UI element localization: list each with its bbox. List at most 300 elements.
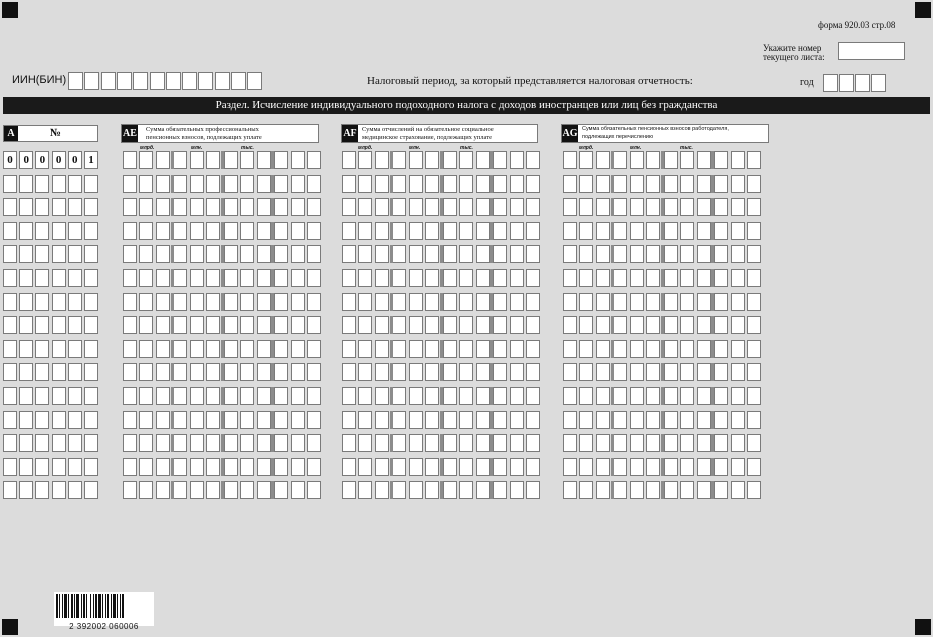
ag-digit-field[interactable] xyxy=(563,293,577,311)
af-digit-field[interactable] xyxy=(476,175,490,193)
af-digit-field[interactable] xyxy=(493,316,507,334)
ae-digit-field[interactable] xyxy=(257,387,271,405)
ae-digit-field[interactable] xyxy=(123,481,137,499)
af-digit-field[interactable] xyxy=(459,151,473,169)
ae-digit-field[interactable] xyxy=(156,245,170,263)
row-number-digit-field[interactable] xyxy=(84,434,98,452)
ae-digit-field[interactable] xyxy=(139,316,153,334)
ae-digit-field[interactable] xyxy=(274,481,288,499)
row-number-digit-field[interactable] xyxy=(68,363,82,381)
ag-digit-field[interactable] xyxy=(613,387,627,405)
row-number-digit-field[interactable] xyxy=(35,458,49,476)
ag-digit-field[interactable] xyxy=(664,434,678,452)
ae-digit-field[interactable] xyxy=(156,293,170,311)
row-number-digit-field[interactable] xyxy=(68,245,82,263)
ag-digit-field[interactable] xyxy=(664,411,678,429)
ae-digit-field[interactable] xyxy=(274,175,288,193)
af-digit-field[interactable] xyxy=(476,245,490,263)
ag-digit-field[interactable] xyxy=(630,245,644,263)
ag-digit-field[interactable] xyxy=(664,151,678,169)
af-digit-field[interactable] xyxy=(443,340,457,358)
row-number-digit-field[interactable] xyxy=(35,387,49,405)
iin-digit-field[interactable] xyxy=(117,72,132,90)
ae-digit-field[interactable] xyxy=(139,245,153,263)
ag-digit-field[interactable] xyxy=(680,458,694,476)
af-digit-field[interactable] xyxy=(375,222,389,240)
row-number-digit-field[interactable]: 0 xyxy=(3,151,17,169)
ag-digit-field[interactable] xyxy=(664,222,678,240)
af-digit-field[interactable] xyxy=(443,269,457,287)
af-digit-field[interactable] xyxy=(342,340,356,358)
ae-digit-field[interactable] xyxy=(206,340,220,358)
row-number-digit-field[interactable] xyxy=(19,245,33,263)
row-number-digit-field[interactable] xyxy=(84,340,98,358)
year-digit-field[interactable] xyxy=(839,74,854,92)
ag-digit-field[interactable] xyxy=(563,458,577,476)
ag-digit-field[interactable] xyxy=(731,151,745,169)
af-digit-field[interactable] xyxy=(493,245,507,263)
af-digit-field[interactable] xyxy=(493,481,507,499)
year-digit-field[interactable] xyxy=(823,74,838,92)
ae-digit-field[interactable] xyxy=(257,458,271,476)
ae-digit-field[interactable] xyxy=(274,222,288,240)
af-digit-field[interactable] xyxy=(358,316,372,334)
ae-digit-field[interactable] xyxy=(291,387,305,405)
ae-digit-field[interactable] xyxy=(240,198,254,216)
af-digit-field[interactable] xyxy=(493,175,507,193)
af-digit-field[interactable] xyxy=(425,434,439,452)
row-number-digit-field[interactable] xyxy=(35,293,49,311)
ag-digit-field[interactable] xyxy=(563,175,577,193)
ag-digit-field[interactable] xyxy=(731,387,745,405)
row-number-digit-field[interactable] xyxy=(52,458,66,476)
af-digit-field[interactable] xyxy=(409,481,423,499)
ag-digit-field[interactable] xyxy=(596,481,610,499)
ae-digit-field[interactable] xyxy=(291,481,305,499)
ag-digit-field[interactable] xyxy=(714,434,728,452)
ag-digit-field[interactable] xyxy=(747,151,761,169)
af-digit-field[interactable] xyxy=(342,151,356,169)
af-digit-field[interactable] xyxy=(392,363,406,381)
ae-digit-field[interactable] xyxy=(307,387,321,405)
af-digit-field[interactable] xyxy=(425,198,439,216)
af-digit-field[interactable] xyxy=(425,340,439,358)
af-digit-field[interactable] xyxy=(526,175,540,193)
af-digit-field[interactable] xyxy=(510,175,524,193)
ag-digit-field[interactable] xyxy=(613,175,627,193)
ae-digit-field[interactable] xyxy=(156,363,170,381)
ag-digit-field[interactable] xyxy=(630,293,644,311)
af-digit-field[interactable] xyxy=(443,293,457,311)
af-digit-field[interactable] xyxy=(342,245,356,263)
ag-digit-field[interactable] xyxy=(664,458,678,476)
iin-digit-field[interactable] xyxy=(150,72,165,90)
ae-digit-field[interactable] xyxy=(156,269,170,287)
ag-digit-field[interactable] xyxy=(697,222,711,240)
row-number-digit-field[interactable] xyxy=(84,458,98,476)
ag-digit-field[interactable] xyxy=(714,316,728,334)
ae-digit-field[interactable] xyxy=(291,293,305,311)
row-number-digit-field[interactable] xyxy=(35,434,49,452)
ae-digit-field[interactable] xyxy=(190,363,204,381)
af-digit-field[interactable] xyxy=(443,222,457,240)
ae-digit-field[interactable] xyxy=(139,293,153,311)
ae-digit-field[interactable] xyxy=(156,316,170,334)
af-digit-field[interactable] xyxy=(443,411,457,429)
ae-digit-field[interactable] xyxy=(291,316,305,334)
row-number-digit-field[interactable] xyxy=(68,411,82,429)
af-digit-field[interactable] xyxy=(526,269,540,287)
row-number-digit-field[interactable] xyxy=(52,175,66,193)
ag-digit-field[interactable] xyxy=(731,340,745,358)
af-digit-field[interactable] xyxy=(425,293,439,311)
row-number-digit-field[interactable] xyxy=(84,481,98,499)
af-digit-field[interactable] xyxy=(425,481,439,499)
ag-digit-field[interactable] xyxy=(697,434,711,452)
af-digit-field[interactable] xyxy=(510,222,524,240)
ag-digit-field[interactable] xyxy=(646,198,660,216)
ag-digit-field[interactable] xyxy=(680,411,694,429)
ae-digit-field[interactable] xyxy=(156,387,170,405)
ae-digit-field[interactable] xyxy=(224,340,238,358)
ag-digit-field[interactable] xyxy=(731,269,745,287)
af-digit-field[interactable] xyxy=(443,151,457,169)
af-digit-field[interactable] xyxy=(409,411,423,429)
row-number-digit-field[interactable] xyxy=(84,387,98,405)
ag-digit-field[interactable] xyxy=(731,316,745,334)
ag-digit-field[interactable] xyxy=(613,363,627,381)
ag-digit-field[interactable] xyxy=(731,481,745,499)
ae-digit-field[interactable] xyxy=(240,222,254,240)
af-digit-field[interactable] xyxy=(392,151,406,169)
ag-digit-field[interactable] xyxy=(596,222,610,240)
row-number-digit-field[interactable] xyxy=(68,481,82,499)
ag-digit-field[interactable] xyxy=(697,269,711,287)
af-digit-field[interactable] xyxy=(459,245,473,263)
ae-digit-field[interactable] xyxy=(274,363,288,381)
ae-digit-field[interactable] xyxy=(139,269,153,287)
ag-digit-field[interactable] xyxy=(630,340,644,358)
row-number-digit-field[interactable] xyxy=(84,411,98,429)
iin-digit-field[interactable] xyxy=(68,72,83,90)
af-digit-field[interactable] xyxy=(459,198,473,216)
ag-digit-field[interactable] xyxy=(563,481,577,499)
af-digit-field[interactable] xyxy=(526,245,540,263)
row-number-digit-field[interactable] xyxy=(3,269,17,287)
af-digit-field[interactable] xyxy=(358,245,372,263)
af-digit-field[interactable] xyxy=(342,175,356,193)
row-number-digit-field[interactable] xyxy=(84,245,98,263)
year-digit-field[interactable] xyxy=(855,74,870,92)
ae-digit-field[interactable] xyxy=(173,387,187,405)
ae-digit-field[interactable] xyxy=(190,293,204,311)
ag-digit-field[interactable] xyxy=(646,245,660,263)
ag-digit-field[interactable] xyxy=(747,175,761,193)
row-number-digit-field[interactable] xyxy=(52,198,66,216)
ae-digit-field[interactable] xyxy=(274,316,288,334)
af-digit-field[interactable] xyxy=(375,481,389,499)
ae-digit-field[interactable] xyxy=(173,245,187,263)
ae-digit-field[interactable] xyxy=(224,151,238,169)
ag-digit-field[interactable] xyxy=(613,411,627,429)
ag-digit-field[interactable] xyxy=(613,293,627,311)
ag-digit-field[interactable] xyxy=(697,151,711,169)
af-digit-field[interactable] xyxy=(375,293,389,311)
ag-digit-field[interactable] xyxy=(613,269,627,287)
af-digit-field[interactable] xyxy=(526,316,540,334)
ae-digit-field[interactable] xyxy=(257,316,271,334)
ag-digit-field[interactable] xyxy=(646,316,660,334)
ae-digit-field[interactable] xyxy=(291,245,305,263)
ae-digit-field[interactable] xyxy=(257,363,271,381)
af-digit-field[interactable] xyxy=(510,481,524,499)
ae-digit-field[interactable] xyxy=(123,434,137,452)
ae-digit-field[interactable] xyxy=(206,245,220,263)
ae-digit-field[interactable] xyxy=(240,269,254,287)
iin-digit-field[interactable] xyxy=(166,72,181,90)
ae-digit-field[interactable] xyxy=(274,293,288,311)
row-number-digit-field[interactable] xyxy=(52,481,66,499)
ae-digit-field[interactable] xyxy=(224,316,238,334)
row-number-digit-field[interactable] xyxy=(3,363,17,381)
ag-digit-field[interactable] xyxy=(563,363,577,381)
af-digit-field[interactable] xyxy=(526,293,540,311)
ae-digit-field[interactable] xyxy=(139,363,153,381)
ag-digit-field[interactable] xyxy=(596,269,610,287)
af-digit-field[interactable] xyxy=(425,387,439,405)
ag-digit-field[interactable] xyxy=(697,363,711,381)
af-digit-field[interactable] xyxy=(493,387,507,405)
ag-digit-field[interactable] xyxy=(563,316,577,334)
ae-digit-field[interactable] xyxy=(206,481,220,499)
row-number-digit-field[interactable] xyxy=(84,316,98,334)
ag-digit-field[interactable] xyxy=(747,411,761,429)
af-digit-field[interactable] xyxy=(476,198,490,216)
ag-digit-field[interactable] xyxy=(563,151,577,169)
ag-digit-field[interactable] xyxy=(563,340,577,358)
row-number-digit-field[interactable] xyxy=(3,458,17,476)
af-digit-field[interactable] xyxy=(493,222,507,240)
af-digit-field[interactable] xyxy=(443,434,457,452)
ag-digit-field[interactable] xyxy=(664,293,678,311)
ag-digit-field[interactable] xyxy=(596,434,610,452)
ae-digit-field[interactable] xyxy=(139,458,153,476)
ae-digit-field[interactable] xyxy=(190,411,204,429)
af-digit-field[interactable] xyxy=(425,363,439,381)
ae-digit-field[interactable] xyxy=(190,387,204,405)
af-digit-field[interactable] xyxy=(510,245,524,263)
row-number-digit-field[interactable] xyxy=(84,269,98,287)
af-digit-field[interactable] xyxy=(425,222,439,240)
row-number-digit-field[interactable] xyxy=(84,222,98,240)
ag-digit-field[interactable] xyxy=(680,269,694,287)
row-number-digit-field[interactable] xyxy=(68,222,82,240)
af-digit-field[interactable] xyxy=(358,198,372,216)
ae-digit-field[interactable] xyxy=(139,481,153,499)
ag-digit-field[interactable] xyxy=(697,293,711,311)
ag-digit-field[interactable] xyxy=(563,434,577,452)
ag-digit-field[interactable] xyxy=(747,481,761,499)
ae-digit-field[interactable] xyxy=(123,222,137,240)
ae-digit-field[interactable] xyxy=(224,175,238,193)
ae-digit-field[interactable] xyxy=(156,198,170,216)
row-number-digit-field[interactable] xyxy=(84,363,98,381)
ag-digit-field[interactable] xyxy=(579,198,593,216)
row-number-digit-field[interactable] xyxy=(84,175,98,193)
af-digit-field[interactable] xyxy=(476,387,490,405)
ae-digit-field[interactable] xyxy=(291,411,305,429)
af-digit-field[interactable] xyxy=(409,222,423,240)
ag-digit-field[interactable] xyxy=(646,293,660,311)
ag-digit-field[interactable] xyxy=(697,316,711,334)
af-digit-field[interactable] xyxy=(409,269,423,287)
ag-digit-field[interactable] xyxy=(563,198,577,216)
ag-digit-field[interactable] xyxy=(664,481,678,499)
ag-digit-field[interactable] xyxy=(630,222,644,240)
af-digit-field[interactable] xyxy=(409,293,423,311)
row-number-digit-field[interactable] xyxy=(19,269,33,287)
af-digit-field[interactable] xyxy=(342,387,356,405)
ag-digit-field[interactable] xyxy=(630,481,644,499)
ae-digit-field[interactable] xyxy=(190,481,204,499)
ae-digit-field[interactable] xyxy=(123,340,137,358)
row-number-digit-field[interactable] xyxy=(52,269,66,287)
af-digit-field[interactable] xyxy=(476,293,490,311)
row-number-digit-field[interactable]: 0 xyxy=(68,151,82,169)
af-digit-field[interactable] xyxy=(476,411,490,429)
ag-digit-field[interactable] xyxy=(596,151,610,169)
ag-digit-field[interactable] xyxy=(697,481,711,499)
iin-digit-field[interactable] xyxy=(101,72,116,90)
af-digit-field[interactable] xyxy=(409,458,423,476)
ag-digit-field[interactable] xyxy=(563,411,577,429)
ag-digit-field[interactable] xyxy=(697,175,711,193)
af-digit-field[interactable] xyxy=(342,434,356,452)
af-digit-field[interactable] xyxy=(392,316,406,334)
ae-digit-field[interactable] xyxy=(156,340,170,358)
ae-digit-field[interactable] xyxy=(190,222,204,240)
af-digit-field[interactable] xyxy=(392,198,406,216)
ae-digit-field[interactable] xyxy=(240,363,254,381)
ae-digit-field[interactable] xyxy=(156,458,170,476)
ag-digit-field[interactable] xyxy=(680,245,694,263)
af-digit-field[interactable] xyxy=(342,481,356,499)
ag-digit-field[interactable] xyxy=(579,175,593,193)
ae-digit-field[interactable] xyxy=(139,175,153,193)
af-digit-field[interactable] xyxy=(392,411,406,429)
ag-digit-field[interactable] xyxy=(646,175,660,193)
row-number-digit-field[interactable] xyxy=(68,458,82,476)
af-digit-field[interactable] xyxy=(358,458,372,476)
ag-digit-field[interactable] xyxy=(697,411,711,429)
af-digit-field[interactable] xyxy=(425,175,439,193)
ae-digit-field[interactable] xyxy=(274,245,288,263)
af-digit-field[interactable] xyxy=(392,387,406,405)
af-digit-field[interactable] xyxy=(342,458,356,476)
af-digit-field[interactable] xyxy=(358,293,372,311)
row-number-digit-field[interactable] xyxy=(19,293,33,311)
row-number-digit-field[interactable]: 0 xyxy=(19,151,33,169)
af-digit-field[interactable] xyxy=(425,316,439,334)
ag-digit-field[interactable] xyxy=(646,458,660,476)
ag-digit-field[interactable] xyxy=(680,387,694,405)
ae-digit-field[interactable] xyxy=(307,198,321,216)
af-digit-field[interactable] xyxy=(476,481,490,499)
af-digit-field[interactable] xyxy=(493,411,507,429)
ae-digit-field[interactable] xyxy=(139,340,153,358)
af-digit-field[interactable] xyxy=(476,363,490,381)
row-number-digit-field[interactable] xyxy=(19,222,33,240)
af-digit-field[interactable] xyxy=(392,481,406,499)
af-digit-field[interactable] xyxy=(358,481,372,499)
ae-digit-field[interactable] xyxy=(206,316,220,334)
af-digit-field[interactable] xyxy=(526,434,540,452)
ag-digit-field[interactable] xyxy=(697,387,711,405)
ag-digit-field[interactable] xyxy=(563,387,577,405)
ag-digit-field[interactable] xyxy=(680,316,694,334)
af-digit-field[interactable] xyxy=(510,316,524,334)
af-digit-field[interactable] xyxy=(358,434,372,452)
ag-digit-field[interactable] xyxy=(579,434,593,452)
ag-digit-field[interactable] xyxy=(714,363,728,381)
af-digit-field[interactable] xyxy=(476,222,490,240)
af-digit-field[interactable] xyxy=(526,222,540,240)
ag-digit-field[interactable] xyxy=(579,245,593,263)
ag-digit-field[interactable] xyxy=(731,458,745,476)
ag-digit-field[interactable] xyxy=(596,411,610,429)
ae-digit-field[interactable] xyxy=(206,458,220,476)
af-digit-field[interactable] xyxy=(510,363,524,381)
af-digit-field[interactable] xyxy=(443,245,457,263)
row-number-digit-field[interactable] xyxy=(52,293,66,311)
ae-digit-field[interactable] xyxy=(257,293,271,311)
ae-digit-field[interactable] xyxy=(224,222,238,240)
row-number-digit-field[interactable] xyxy=(3,175,17,193)
ae-digit-field[interactable] xyxy=(224,198,238,216)
ae-digit-field[interactable] xyxy=(190,269,204,287)
ag-digit-field[interactable] xyxy=(747,269,761,287)
ae-digit-field[interactable] xyxy=(307,458,321,476)
af-digit-field[interactable] xyxy=(392,293,406,311)
ae-digit-field[interactable] xyxy=(173,151,187,169)
ae-digit-field[interactable] xyxy=(274,151,288,169)
ag-digit-field[interactable] xyxy=(646,363,660,381)
row-number-digit-field[interactable] xyxy=(68,340,82,358)
ae-digit-field[interactable] xyxy=(307,316,321,334)
row-number-digit-field[interactable] xyxy=(68,293,82,311)
ae-digit-field[interactable] xyxy=(307,245,321,263)
ae-digit-field[interactable] xyxy=(307,175,321,193)
ae-digit-field[interactable] xyxy=(274,269,288,287)
af-digit-field[interactable] xyxy=(375,340,389,358)
af-digit-field[interactable] xyxy=(526,340,540,358)
row-number-digit-field[interactable] xyxy=(3,245,17,263)
af-digit-field[interactable] xyxy=(392,269,406,287)
ae-digit-field[interactable] xyxy=(206,387,220,405)
ae-digit-field[interactable] xyxy=(240,387,254,405)
ag-digit-field[interactable] xyxy=(714,269,728,287)
af-digit-field[interactable] xyxy=(493,151,507,169)
af-digit-field[interactable] xyxy=(526,198,540,216)
af-digit-field[interactable] xyxy=(392,434,406,452)
ae-digit-field[interactable] xyxy=(224,458,238,476)
af-digit-field[interactable] xyxy=(493,458,507,476)
ae-digit-field[interactable] xyxy=(123,245,137,263)
row-number-digit-field[interactable] xyxy=(3,481,17,499)
af-digit-field[interactable] xyxy=(425,269,439,287)
row-number-digit-field[interactable]: 1 xyxy=(84,151,98,169)
ae-digit-field[interactable] xyxy=(240,434,254,452)
